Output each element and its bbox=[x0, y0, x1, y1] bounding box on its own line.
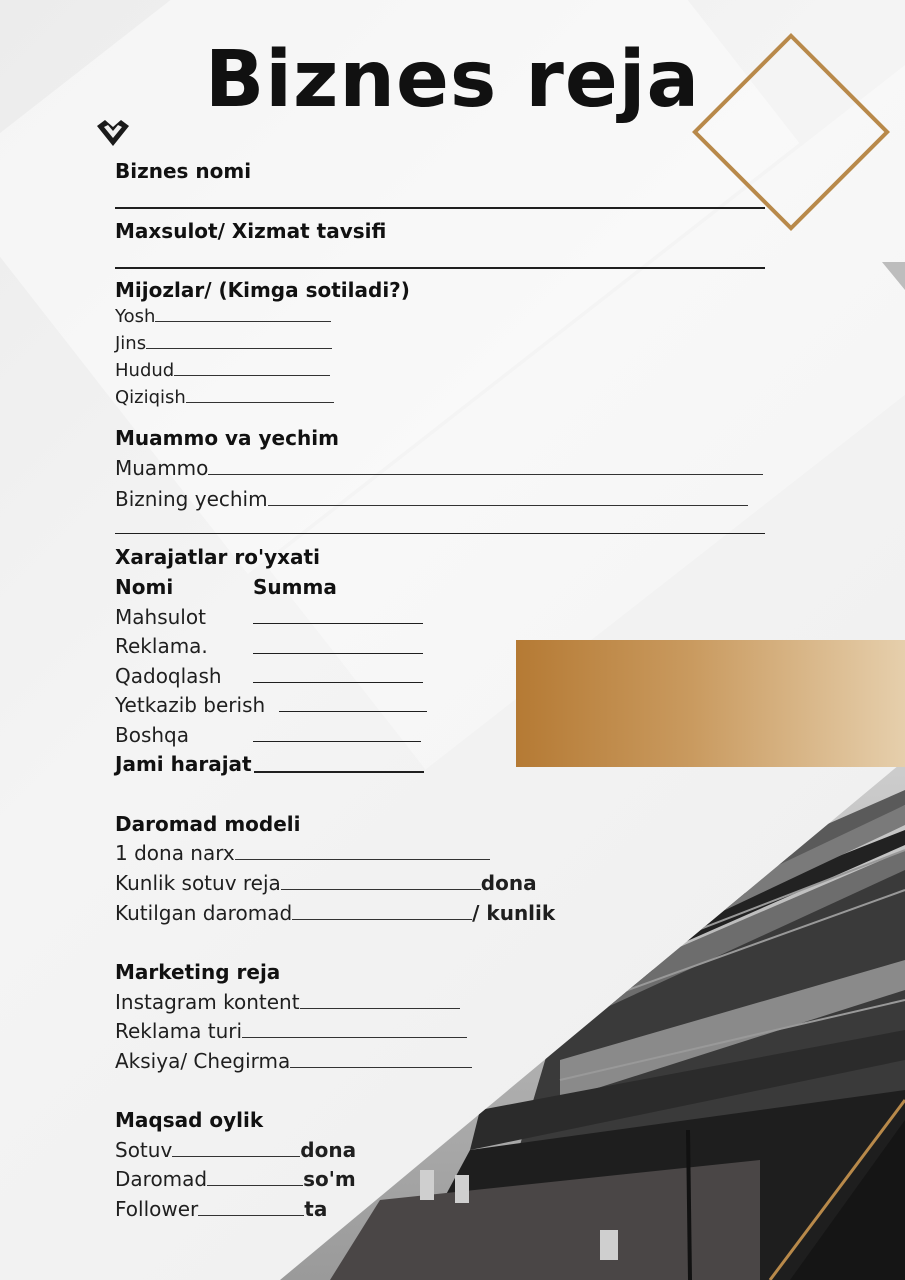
solution-extra-line[interactable] bbox=[115, 533, 765, 534]
marketing-heading: Marketing reja bbox=[115, 960, 281, 984]
expenses-total-line[interactable] bbox=[254, 771, 424, 773]
goal-revenue-field[interactable]: Daromad so'm bbox=[115, 1167, 356, 1191]
marketing-field[interactable]: Reklama turi bbox=[115, 1018, 467, 1044]
income-heading: Daromad modeli bbox=[115, 812, 301, 836]
customers-heading: Mijozlar/ (Kimga sotiladi?) bbox=[115, 278, 410, 302]
business-name-heading: Biznes nomi bbox=[115, 159, 252, 183]
expenses-col-name: Nomi bbox=[115, 575, 174, 599]
gold-gradient-bar bbox=[516, 640, 905, 767]
goal-heading: Maqsad oylik bbox=[115, 1108, 264, 1132]
product-heading: Maxsulot/ Xizmat tavsifi bbox=[115, 219, 387, 243]
goal-sales-field[interactable]: Sotuv dona bbox=[115, 1138, 357, 1162]
income-expected-field[interactable]: Kutilgan daromad / kunlik bbox=[115, 901, 556, 925]
expense-input-line[interactable] bbox=[253, 741, 421, 742]
customer-field-age[interactable]: Yosh bbox=[115, 303, 331, 330]
expense-input-line[interactable] bbox=[253, 682, 423, 683]
expense-item-label: Reklama. bbox=[115, 634, 208, 658]
problem-field[interactable]: Muammo bbox=[115, 455, 763, 481]
problem-heading: Muammo va yechim bbox=[115, 426, 339, 450]
solution-field[interactable]: Bizning yechim bbox=[115, 486, 748, 512]
marketing-field[interactable]: Instagram kontent bbox=[115, 989, 460, 1015]
income-price-field[interactable]: 1 dona narx bbox=[115, 840, 490, 866]
expense-input-line[interactable] bbox=[253, 623, 423, 624]
expenses-col-sum: Summa bbox=[253, 575, 337, 599]
product-line[interactable] bbox=[115, 267, 765, 269]
expenses-total-label: Jami harajat bbox=[115, 752, 252, 776]
expenses-heading: Xarajatlar ro'yxati bbox=[115, 545, 320, 569]
expense-input-line[interactable] bbox=[253, 653, 423, 654]
income-daily-plan-field[interactable]: Kunlik sotuv reja dona bbox=[115, 871, 537, 895]
expense-item-label: Boshqa bbox=[115, 723, 190, 747]
expense-item-label: Mahsulot bbox=[115, 605, 206, 629]
page-title: Biznes reja bbox=[204, 35, 701, 125]
expense-item-label: Yetkazib berish bbox=[115, 693, 266, 717]
marketing-field[interactable]: Aksiya/ Chegirma bbox=[115, 1048, 472, 1074]
expense-item-label: Qadoqlash bbox=[115, 664, 222, 688]
business-name-line[interactable] bbox=[115, 207, 765, 209]
customer-field-region[interactable]: Hudud bbox=[115, 357, 330, 384]
expense-input-line[interactable] bbox=[279, 711, 427, 712]
goal-followers-field[interactable]: Follower ta bbox=[115, 1197, 328, 1221]
customer-field-gender[interactable]: Jins bbox=[115, 330, 332, 357]
customer-field-interest[interactable]: Qiziqish bbox=[115, 384, 334, 411]
